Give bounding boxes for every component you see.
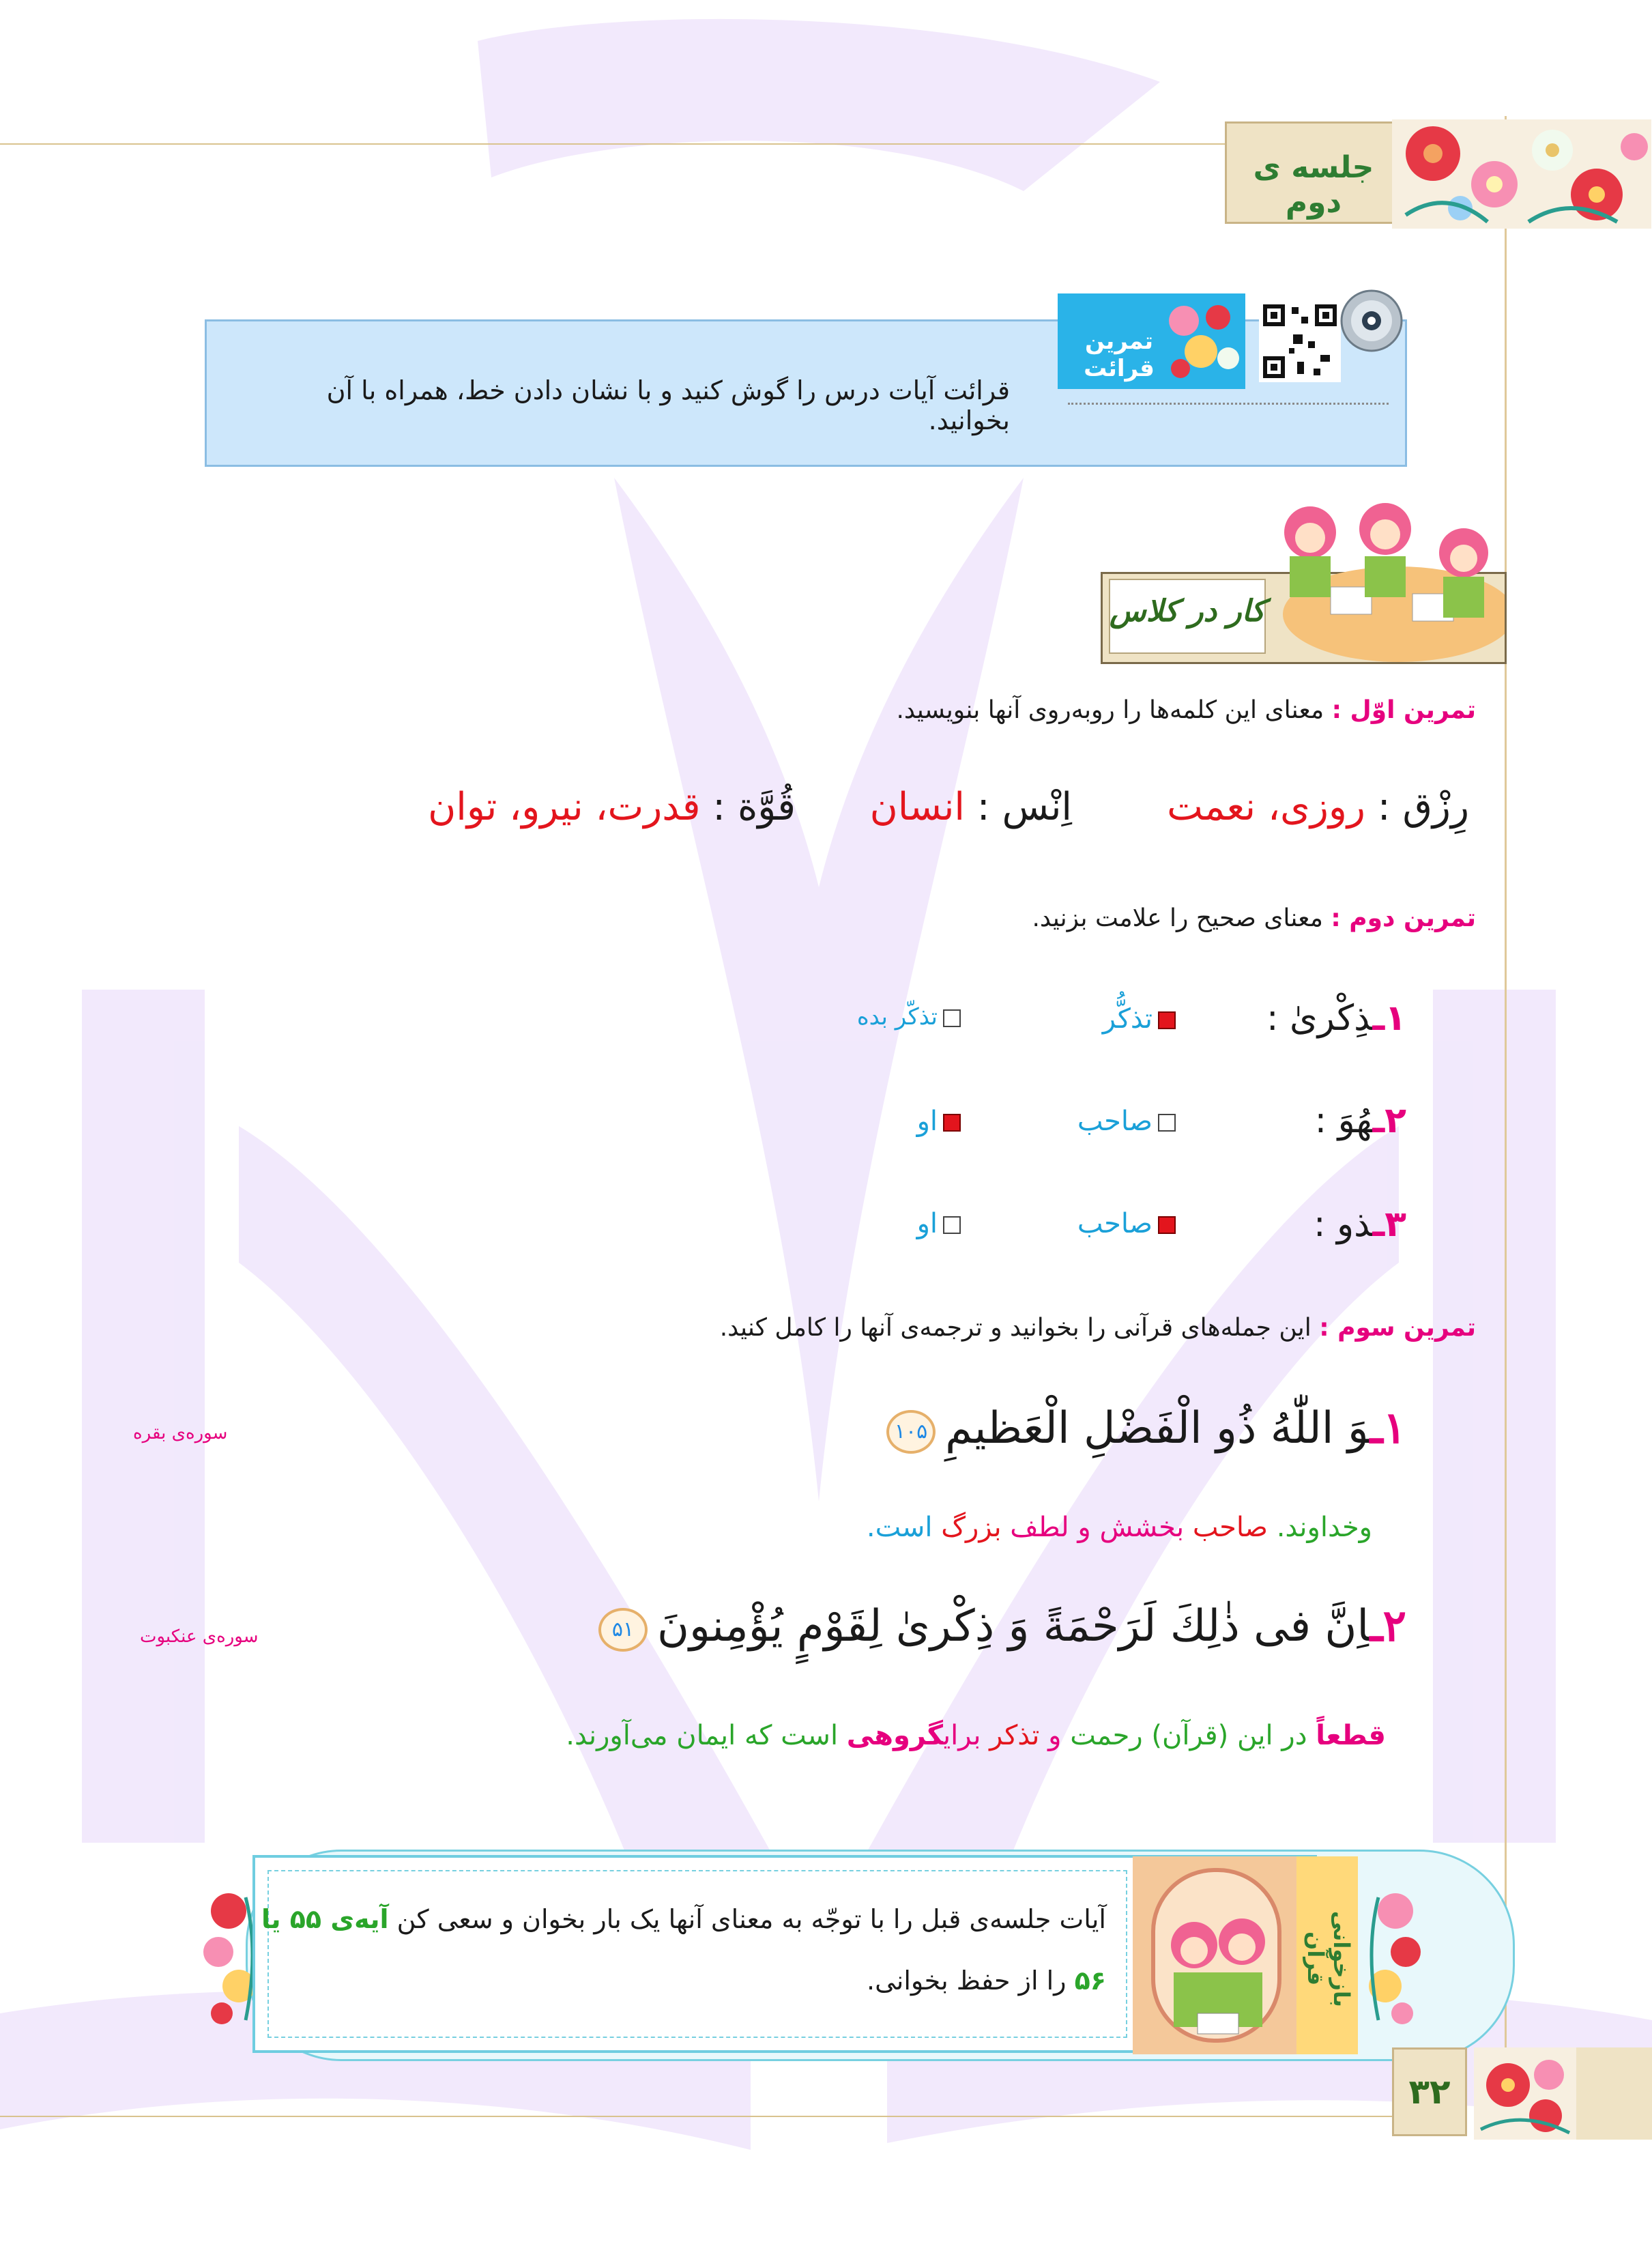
exercise2-q3-option1[interactable] (1077, 1208, 1181, 1239)
footer-rule (0, 2116, 1392, 2117)
option-label: صاحب (1077, 1208, 1153, 1239)
flowers-header-image (1392, 119, 1651, 229)
memorize-text-frame (267, 1870, 1127, 2038)
verse-1-translation (867, 1512, 1372, 1543)
exercise2-instruction: معنای صحیح را علامت بزنید. (1032, 904, 1323, 932)
page-number: ۳۲ (1392, 2047, 1467, 2136)
question-number: ۲ـ (1372, 1100, 1406, 1141)
ayah-number-badge: ۵۱ (598, 1608, 648, 1652)
exercise1-answer: قدرت، نیرو، توان (428, 785, 701, 829)
reading-practice-title: تمرین قرائت (1084, 328, 1155, 382)
verse-2-surah: سوره‌ی عنكبوت (140, 1626, 259, 1647)
exercise2-q1-option2[interactable] (857, 1003, 966, 1031)
students-illustration (1269, 491, 1505, 662)
option-label: صاحب (1077, 1106, 1153, 1137)
verse-1 (886, 1403, 1406, 1454)
exercise2-question-2 (1315, 1100, 1406, 1141)
exercise1-word: قُوَّة : (712, 785, 796, 829)
checkbox-checked[interactable] (1158, 1216, 1176, 1234)
translation-part: است. (866, 1512, 933, 1543)
translation-part: برای (943, 1720, 981, 1751)
checkbox-unchecked[interactable] (1158, 1114, 1176, 1132)
exercise2-question-3 (1314, 1204, 1406, 1245)
memorize-tab-label: بازخوانی قرآن (1303, 1910, 1354, 2007)
question-word: ذِكْرىٰ : (1266, 998, 1373, 1039)
audio-disc-icon[interactable] (1337, 287, 1406, 355)
verse-number: ۱ـ (1370, 1403, 1406, 1454)
translation-part: است که ایمان می‌آورند. (566, 1720, 839, 1751)
checkbox-checked[interactable] (943, 1114, 961, 1132)
translation-part: و (1048, 1720, 1062, 1751)
exercise1-item-2 (870, 785, 1072, 829)
question-word: ذو : (1314, 1204, 1373, 1245)
ayah-number-badge: ۱۰۵ (886, 1410, 936, 1454)
memorize-highlight: ۵۶ (1074, 1966, 1106, 1996)
option-label: تذکّر بده (856, 1003, 938, 1031)
session-label: جلسه ی دوم (1253, 150, 1374, 220)
verse-2 (598, 1600, 1406, 1652)
exercise2-q1-option1[interactable] (1103, 1003, 1181, 1035)
memorize-highlight: آیه‌ی ۵۵ یا (261, 1904, 389, 1934)
checkbox-unchecked[interactable] (943, 1216, 961, 1234)
exercise2-q2-option2[interactable] (917, 1106, 966, 1137)
verse-1-surah: سوره‌ی بقره (133, 1423, 228, 1443)
verse-text: وَ اللّٰهُ ذُو الْفَضْلِ الْعَظیمِ (945, 1403, 1370, 1454)
exercise2-instruction-line (1032, 904, 1476, 932)
qr-code-icon[interactable] (1259, 300, 1341, 382)
memorize-line-2 (867, 1966, 1106, 1996)
translation-part: تذکر (989, 1720, 1040, 1751)
exercise2-q3-option2[interactable] (917, 1208, 966, 1239)
exercise1-instruction-line (896, 696, 1476, 724)
reading-girls-illustration (1133, 1856, 1300, 2054)
checkbox-checked[interactable] (1158, 1011, 1176, 1029)
question-number: ۱ـ (1372, 998, 1406, 1039)
translation-part: بخشش و لطف (1010, 1512, 1185, 1543)
exercise1-word: رِزْق : (1377, 785, 1469, 829)
exercise1-item-3 (428, 785, 796, 829)
translation-part: صاحب (1192, 1512, 1268, 1543)
memorize-text: آیات جلسه‌ی قبل را با توجّه به معنای آنها یک بار بخوان و سعی کن (396, 1904, 1106, 1934)
translation-part: قطعاً (1316, 1720, 1386, 1751)
flowers-footer-image (1474, 2047, 1576, 2140)
exercise3-label: تمرین سوم : (1319, 1314, 1476, 1342)
option-label: او (916, 1106, 938, 1137)
exercise1-word: اِنْس : (976, 785, 1072, 829)
reading-divider (1068, 403, 1389, 405)
question-number: ۳ـ (1372, 1204, 1406, 1245)
exercise2-question-1 (1266, 998, 1406, 1039)
exercise1-item-1 (1167, 785, 1469, 829)
translation-part: بزرگ (941, 1512, 1002, 1543)
reading-instruction: قرائت آیات درس را گوش کنید و با نشان دادن خط، همراه با آن بخوانید. (326, 375, 1010, 435)
flowers-right-image (1358, 1884, 1433, 2027)
footer-tab (1576, 2047, 1652, 2140)
verse-text: اِنَّ فی ذٰلِكَ لَرَحْمَةً وَ ذِكْرىٰ لِقَوْمٍ یُؤْمِنونَ (657, 1601, 1370, 1652)
question-word: هُوَ : (1314, 1100, 1373, 1141)
option-label: تذکُّر (1102, 1003, 1153, 1035)
option-label: او (916, 1208, 938, 1239)
memorize-text: را از حفظ بخوانی. (867, 1966, 1067, 1996)
margin-rule (1505, 116, 1507, 2095)
memorize-line-1 (261, 1904, 1106, 1934)
verse-2-translation (566, 1720, 1386, 1751)
exercise1-answer: روزی، نعمت (1167, 785, 1365, 829)
exercise3-instruction: این جمله‌های قرآنی را بخوانید و ترجمه‌ی آنها را کامل کنید. (719, 1314, 1312, 1342)
checkbox-unchecked[interactable] (943, 1009, 961, 1027)
translation-part: گروهی (846, 1720, 943, 1751)
translation-part: وخداوند. (1276, 1512, 1372, 1543)
exercise1-instruction: معنای این کلمه‌ها را روبه‌روی آنها بنویسید. (896, 696, 1324, 724)
exercise2-label: تمرین دوم : (1331, 904, 1476, 932)
translation-part: در این (قرآن) (1151, 1720, 1307, 1751)
exercise1-label: تمرین اوّل : (1331, 696, 1476, 724)
exercise3-instruction-line (720, 1314, 1476, 1342)
class-work-title: کار در کلاس (1110, 594, 1265, 629)
verse-number: ۲ـ (1370, 1600, 1406, 1652)
exercise1-answer: انسان (869, 785, 965, 829)
translation-part: رحمت (1070, 1720, 1143, 1751)
exercise2-q2-option1[interactable] (1077, 1106, 1181, 1137)
header-rule (0, 143, 1228, 145)
